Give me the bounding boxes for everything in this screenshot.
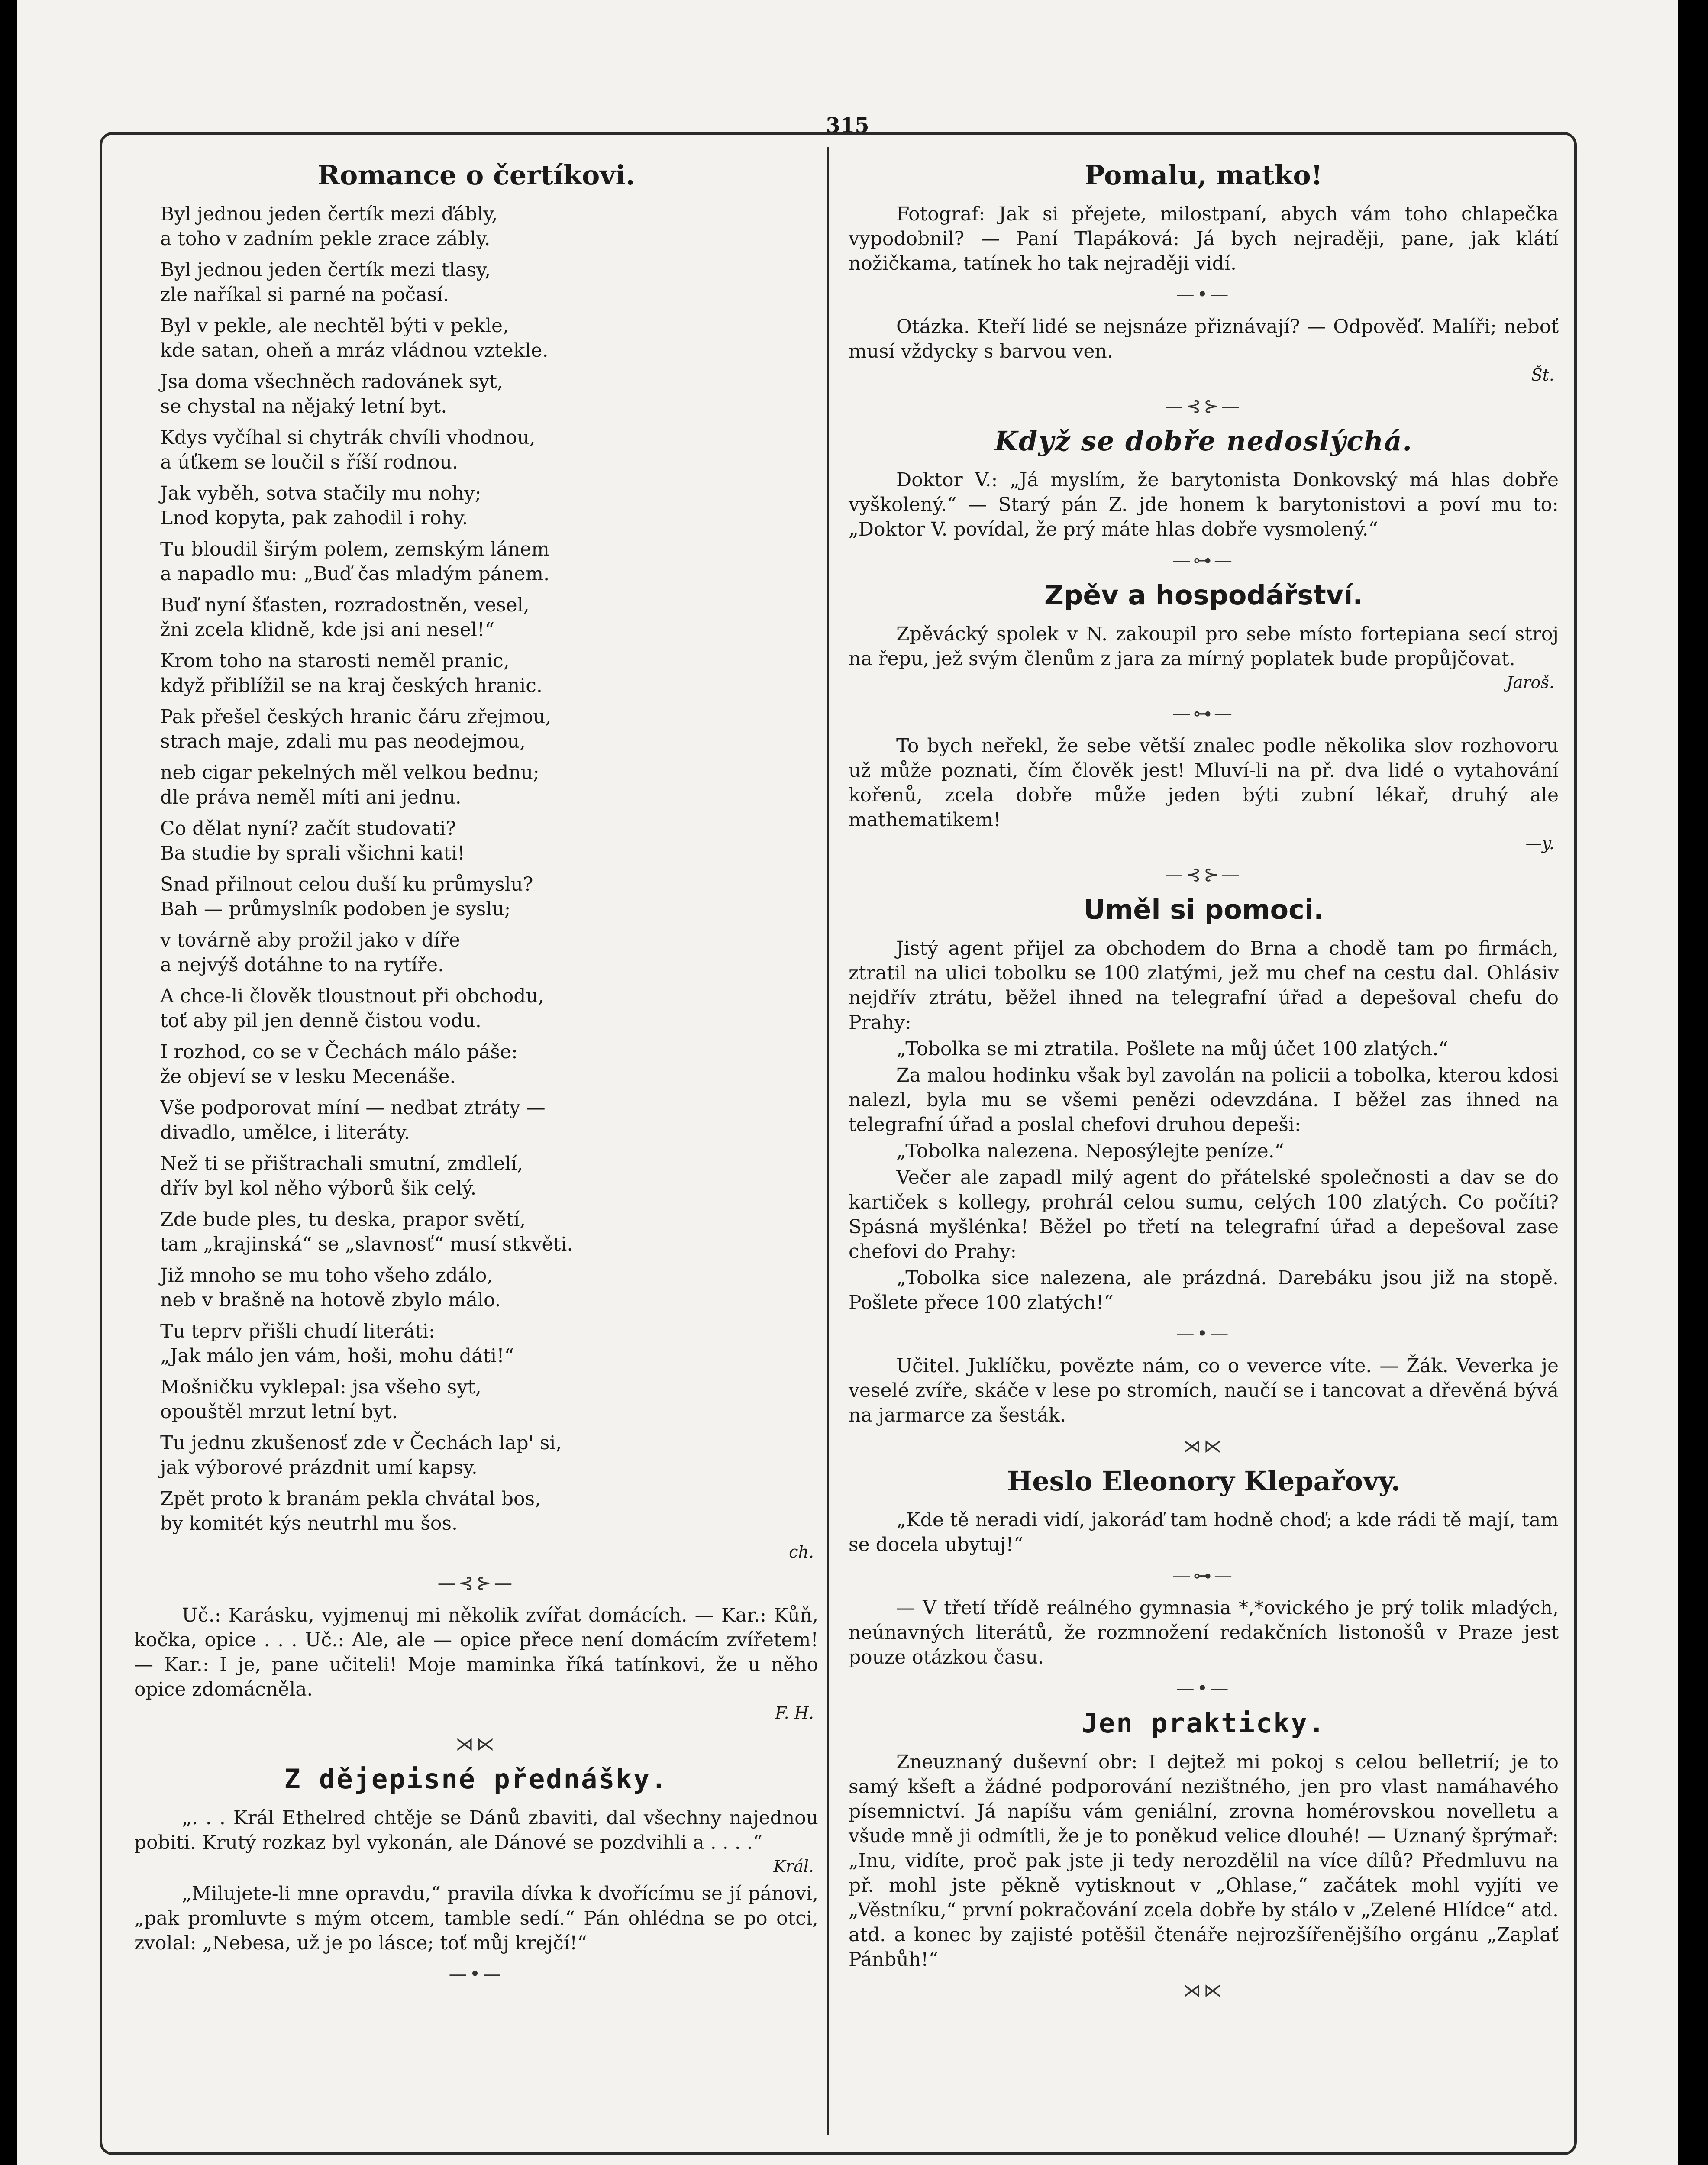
poem-line: Snad přilnout celou duší ku průmyslu? [160, 873, 533, 895]
poem-stanza [160, 425, 818, 475]
history-text: „. . . Král Ethelred chtěje se Dánů zbaviti, dal všechny najednou pobiti. Krutý rozkaz byl vykonán, ale Dánové se pozdvihli a . . . .“ [134, 1807, 818, 1854]
section-signature-zpev: Jaroš. [1506, 673, 1554, 692]
pomoci-paragraph: „Tobolka se mi ztratila. Pošlete na můj účet 100 zlatých.“ [896, 1038, 1448, 1060]
pomoci-paragraph: Jistý agent přijel za obchodem do Brna a chodě tam po firmách, ztratil na ulici tobolku se 100 zlatými, jež mu chef na cestu dal. Ohlásiv nejdřív ztrátu, běžel ihned na telegrafní úřad a depešoval chefu do Prahy: [849, 937, 1559, 1034]
poem-line: Mošničku vyklepal: jsa všeho syt, [160, 1376, 481, 1398]
poem-line: jak výborové prázdnit umí kapsy. [160, 1457, 478, 1479]
poem-line: a nejvýš dotáhne to na rytíře. [160, 954, 444, 976]
section-text-otazka: Otázka. Kteří lidé se nejsnáze přiznávají? — Odpověď. Malíři; neboť musí vždycky s barvou ven. [849, 316, 1559, 362]
poem-stanza [160, 704, 818, 754]
poem-stanza [160, 1375, 818, 1424]
poem-line: Ba studie by sprali všichni kati! [160, 842, 465, 864]
poem-stanza [160, 593, 818, 642]
poem-line: a toho v zadním pekle zrace zábly. [160, 228, 491, 250]
ornament-divider: —⊰⊱— [1165, 864, 1243, 885]
poem-line: Lnod kopyta, pak zahodil i rohy. [160, 507, 468, 529]
history-signature: Král. [773, 1857, 814, 1876]
section-title-heslo: Heslo Eleonory Klepařovy. [1007, 1465, 1401, 1497]
poem-stanza [160, 872, 818, 921]
poem-line: a napadlo mu: „Buď čas mladým pánem. [160, 563, 550, 585]
poem-line: by komitét kýs neutrhl mu šos. [160, 1512, 458, 1535]
poem-line: dle práva neměl míti ani jednu. [160, 786, 462, 808]
poem-line: toť aby pil jen denně čistou vodu. [160, 1010, 481, 1032]
section-text-prakticky: Zneuznaný duševní obr: I dejtež mi pokoj s celou belletrií; je to samý kšeft a žádné podporování nezištného, jen pro vlast namáhavého písemnictví. Já napíšu vám geniální, zrovna homérovskou novelletu a všude mně ji odmítli, že je to poněkud velice dlouhé! — Uznaný šprýmař: „Inu, vidíte, proč pak jste ji tedy nerozdělil na více dílů? Předmluvu na př. mohl jste pěkně vytisknout v „Ohlase,“ začátek mohl vyjíti ve „Věstníku,“ první pokračování zcela dobře by stálo v „Zelené Hlídce“ atd. atd. a konec by zajisté potěšil čtenáře nejrozšířenějšího orgánu „Zaplať Pánbůh!“ [849, 1751, 1559, 1971]
poem-stanza [160, 760, 818, 810]
ornament-divider: —•— [1176, 1677, 1231, 1699]
ornament-divider: ⋊⋉ [455, 1733, 497, 1755]
poem-line: „Jak málo jen vám, hoši, mohu dáti!“ [160, 1345, 514, 1367]
poem-line: žni zcela klidně, kde jsi ani nesel!“ [160, 619, 495, 641]
poem-line: v továrně aby prožil jako v díře [160, 929, 460, 951]
newspaper-page [17, 0, 1678, 2165]
section-signature-otazka: Št. [1531, 365, 1554, 385]
poem-stanza [160, 816, 818, 866]
pomoci-paragraph: Za malou hodinku však byl zavolán na policii a tobolka, kterou kdosi nalezl, byla mu se všemi penězi odevzdána. I běžel zas ihned na telegrafní úřad a poslal chefovi druhou depeši: [849, 1064, 1559, 1136]
poem-stanza [160, 1207, 818, 1257]
pomoci-paragraph: Večer ale zapadl milý agent do přátelské společnosti a dav se do kartiček s kollegy, prohrál celou sumu, celých 100 zlatých. Co počíti? Spásná myšlénka! Běžel po třetí na telegrafní úřad a depešoval zase chefovi do Prahy: [849, 1167, 1559, 1263]
poem-stanza [160, 984, 818, 1033]
poem-signature: ch. [789, 1542, 814, 1561]
poem-body [134, 202, 818, 1536]
section-text-veverka: Učitel. Juklíčku, povězte nám, co o veverce víte. — Žák. Veverka je veselé zvíře, skáče v lese po stromích, naučí se i tancovat a dřevěná bývá na jarmarce za šesták. [849, 1355, 1559, 1426]
poem-line: Zpět proto k branám pekla chvátal bos, [160, 1488, 541, 1510]
ornament-divider: ⋊⋉ [1183, 1435, 1224, 1457]
love-text: „Milujete-li mne opravdu,“ pravila dívka k dvořícímu se jí pánovi, „pak promluvte s mým otcem, tamble sedí.“ Pán ohlédna se po otci, zvolal: „Nebesa, už je po lásce; toť můj krejčí!“ [134, 1883, 818, 1954]
poem-stanza [160, 258, 818, 307]
ornament-divider: —⊶— [1172, 1565, 1235, 1586]
poem-stanza [160, 649, 818, 698]
joke-animals-signature: F. H. [775, 1703, 814, 1722]
poem-line: Tu teprv přišli chudí literáti: [160, 1320, 435, 1342]
poem-line: Jsa doma všechněch radovánek syt, [160, 371, 503, 393]
poem-line: Byl v pekle, ale nechtěl býti v pekle, [160, 315, 509, 337]
poem-line: tam „krajinská“ se „slavnosť“ musí stkvěti. [160, 1233, 573, 1255]
section-signature-korenu: —y. [1525, 834, 1554, 853]
left-column [134, 156, 818, 1994]
poem-line: Co dělat nyní? začít studovati? [160, 818, 456, 840]
poem-line: Již mnoho se mu toho všeho zdálo, [160, 1264, 493, 1286]
poem-line: Byl jednou jeden čertík mezi ďábly, [160, 203, 498, 225]
ornament-divider: —•— [1176, 284, 1231, 305]
poem-line: když přiblížil se na kraj českých hranic. [160, 675, 542, 697]
ornament-divider: —•— [449, 1963, 504, 1984]
poem-line: že objeví se v lesku Mecenáše. [160, 1066, 456, 1088]
poem-line: kde satan, oheň a mráz vládnou vztekle. [160, 339, 549, 362]
ornament-divider: ⋊⋉ [1183, 1980, 1224, 2001]
poem-stanza [160, 1319, 818, 1368]
ornament-divider: —⊶— [1172, 549, 1235, 571]
poem-line: dřív byl kol něho výborů šik celý. [160, 1177, 477, 1199]
poem-line: Krom toho na starosti neměl pranic, [160, 650, 510, 672]
poem-stanza [160, 202, 818, 251]
poem-stanza [160, 313, 818, 363]
section-title-pomalu: Pomalu, matko! [1085, 159, 1323, 191]
right-column [849, 156, 1559, 2010]
ornament-divider: —⊶— [1172, 703, 1235, 724]
column-divider [827, 147, 829, 2135]
poem-stanza [160, 1095, 818, 1145]
section-title-zpev: Zpěv a hospodářství. [1044, 579, 1363, 611]
section-text-korenu: To bych neřekl, že sebe větší znalec podle několika slov rozhovoru už může poznati, čím člověk jest! Mluví-li na př. dva lidé o vytahování kořenů, zcela dobře může jeden býti zubní lékař, druhý ale mathematikem! [849, 735, 1559, 831]
poem-stanza [160, 537, 818, 586]
poem-line: Zde bude ples, tu deska, prapor světí, [160, 1209, 526, 1231]
poem-line: Buď nyní šťasten, rozradostněn, vesel, [160, 594, 530, 616]
poem-line: Pak přešel českých hranic čáru zřejmou, [160, 706, 552, 728]
poem-line: se chystal na nějaký letní byt. [160, 395, 447, 417]
poem-line: Než ti se přištrachali smutní, zmdlelí, [160, 1153, 523, 1175]
section-title-prakticky: Jen prakticky. [1081, 1707, 1326, 1739]
poem-line: Vše podporovat míní — nedbat ztráty — [160, 1097, 546, 1119]
ornament-divider: —⊰⊱— [1165, 395, 1243, 417]
section-text-zpev: Zpěvácký spolek v N. zakoupil pro sebe místo fortepiana secí stroj na řepu, jež svým členům z jara za mírný poplatek bude propůjčovat. [849, 623, 1559, 670]
poem-line: Tu jednu zkušenosť zde v Čechách lap' si, [160, 1432, 562, 1454]
history-title: Z dějepisné přednášky. [284, 1763, 668, 1795]
pomoci-paragraph: „Tobolka sice nalezena, ale prázdná. Darebáku jsou již na stopě. Pošlete přece 100 zlatých!“ [849, 1267, 1559, 1314]
poem-line: divadlo, umělce, i literáty. [160, 1121, 410, 1144]
poem-line: a úťkem se loučil s říší rodnou. [160, 451, 458, 473]
poem-line: I rozhod, co se v Čechách málo páše: [160, 1041, 518, 1063]
ornament-divider: —•— [1176, 1323, 1231, 1344]
section-text-pomalu: Fotograf: Jak si přejete, milostpaní, abych vám toho chlapečka vypodobnil? — Paní Tlapáková: Já bych nejraději, pane, jak klátí nožičkama, tatínek ho tak nejraději vidí. [849, 203, 1559, 275]
section-text-gymnasium: — V třetí třídě reálného gymnasia *,*ovického je prý tolik mladých, neúnavných literátů, že rozmnožení redakčních listonošů v Praze jest pouze otázkou času. [849, 1597, 1559, 1668]
section-text-doslychani: Doktor V.: „Já myslím, že barytonista Donkovský má hlas dobře vyškolený.“ — Starý pán Z. jde honem k barytonistovi a poví mu to: „Doktor V. povídal, že prý máte hlas dobře vysmolený.“ [849, 469, 1559, 540]
poem-stanza [160, 481, 818, 530]
poem-line: zle naříkal si parné na počasí. [160, 284, 449, 306]
poem-line: Bah — průmyslník podoben je syslu; [160, 898, 511, 920]
poem-stanza [160, 1431, 818, 1480]
poem-stanza [160, 1151, 818, 1201]
poem-line: neb cigar pekelných měl velkou bednu; [160, 762, 539, 784]
page-number: 315 [826, 113, 869, 138]
poem-line: Byl jednou jeden čertík mezi tlasy, [160, 259, 491, 281]
poem-line: opouštěl mrzut letní byt. [160, 1401, 398, 1423]
poem-stanza [160, 928, 818, 977]
poem-stanza [160, 369, 818, 419]
section-title-pomoci: Uměl si pomoci. [1083, 894, 1324, 925]
poem-line: Tu bloudil širým polem, zemským lánem [160, 538, 549, 560]
poem-line: A chce-li člověk tloustnout při obchodu, [160, 985, 544, 1007]
section-title-doslychani: Když se dobře nedoslýchá. [994, 425, 1413, 457]
poem-line: Jak vyběh, sotva stačily mu nohy; [160, 482, 481, 504]
joke-animals: Uč.: Karásku, vyjmenuj mi několik zvířat domácích. — Kar.: Kůň, kočka, opice . . . Uč.: Ale, ale — opice přece není domácím zvířetem! — Kar.: I je, pane učiteli! Moje maminka říká tatínkovi, že u něho opice zdomácněla. [134, 1604, 818, 1700]
poem-stanza [160, 1486, 818, 1536]
poem-line: Kdys vyčíhal si chytrák chvíli vhodnou, [160, 427, 536, 449]
pomoci-paragraph: „Tobolka nalezena. Neposýlejte peníze.“ [896, 1140, 1285, 1162]
poem-title: Romance o čertíkovi. [317, 159, 635, 191]
ornament-divider: —⊰⊱— [437, 1572, 515, 1593]
section-text-heslo: „Kde tě neradi vidí, jakoráď tam hodně choď; a kde rádi tě mají, tam se docela ubytuj!“ [849, 1509, 1559, 1556]
poem-stanza [160, 1263, 818, 1312]
poem-line: strach maje, zdali mu pas neodejmou, [160, 730, 526, 753]
poem-line: neb v brašně na hotově zbylo málo. [160, 1289, 501, 1311]
poem-stanza [160, 1040, 818, 1089]
